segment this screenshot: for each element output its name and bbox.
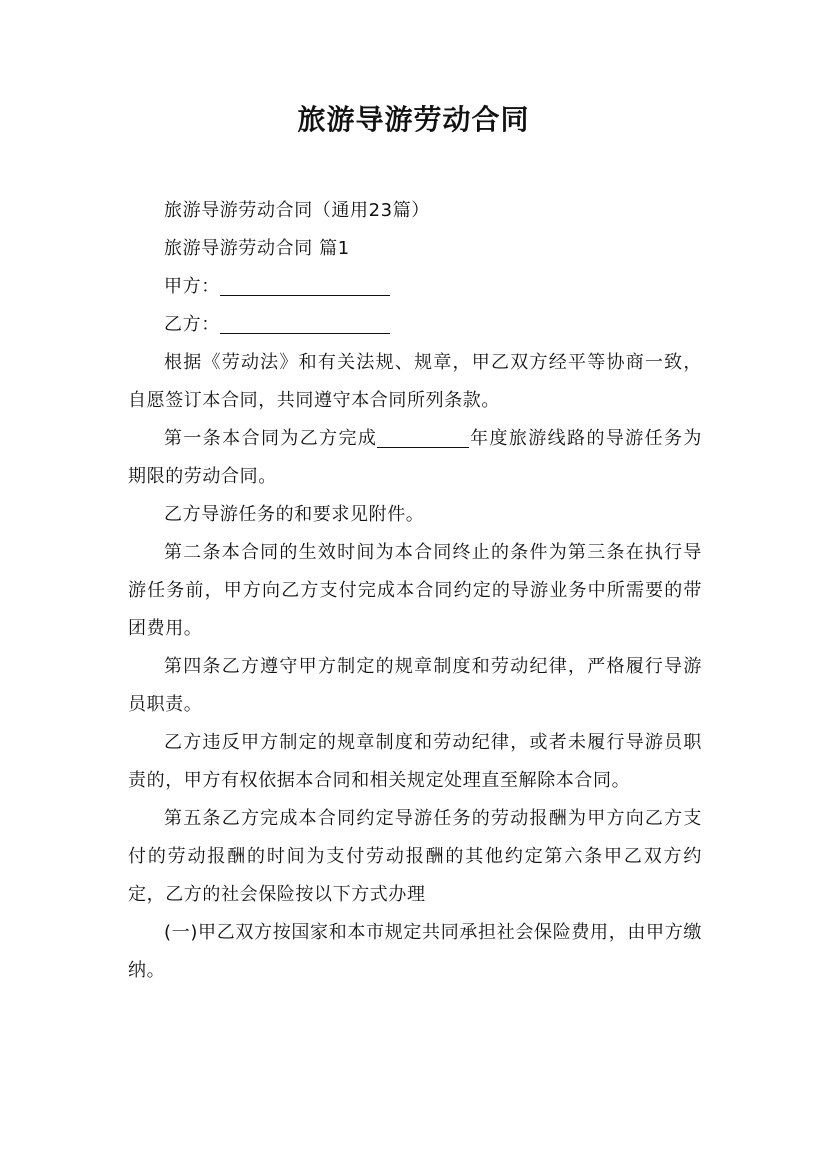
document-subtitle: 旅游导游劳动合同（通用23篇） — [164, 200, 430, 221]
intro-paragraph: 根据《劳动法》和有关法规、规章，甲乙双方经平等协商一致，自愿签订本合同，共同遵守本合同所列条款。 — [128, 352, 702, 411]
party-a-label: 甲方： — [164, 276, 220, 297]
document-body — [128, 192, 702, 990]
article-1-text-after: 年度旅游线路的导游任务为期限的劳动合同。 — [128, 428, 703, 487]
party-b-blank — [220, 311, 390, 334]
party-a-blank — [220, 273, 390, 296]
item-1-paragraph: (一)甲乙双方按国家和本市规定共同承担社会保险费用，由甲方缴纳。 — [128, 922, 702, 981]
article-4-paragraph: 第四条乙方遵守甲方制定的规章制度和劳动纪律，严格履行导游员职责。 — [128, 656, 702, 715]
article-5-paragraph: 第五条乙方完成本合同约定导游任务的劳动报酬为甲方向乙方支付的劳动报酬的时间为支付劳动报酬的其他约定第六条甲乙双方约定，乙方的社会保险按以下方式办理 — [128, 808, 702, 905]
year-blank — [377, 425, 469, 448]
violation-paragraph: 乙方违反甲方制定的规章制度和劳动纪律，或者未履行导游员职责的，甲方有权依据本合同和相关规定处理直至解除本合同。 — [128, 732, 702, 791]
party-b-label: 乙方： — [164, 314, 220, 335]
document-title: 旅游导游劳动合同 — [297, 103, 530, 136]
tasks-paragraph: 乙方导游任务的和要求见附件。 — [164, 504, 425, 525]
article-2-paragraph: 第二条本合同的生效时间为本合同终止的条件为第三条在执行导游任务前，甲方向乙方支付完成本合同约定的导游业务中所需要的带团费用。 — [128, 542, 702, 639]
article-1-paragraph — [128, 420, 702, 496]
party-a-line — [128, 268, 702, 306]
party-b-line — [128, 306, 702, 344]
section-heading: 旅游导游劳动合同 篇1 — [164, 238, 350, 259]
article-1-text-before: 第一条本合同为乙方完成 — [164, 428, 378, 449]
